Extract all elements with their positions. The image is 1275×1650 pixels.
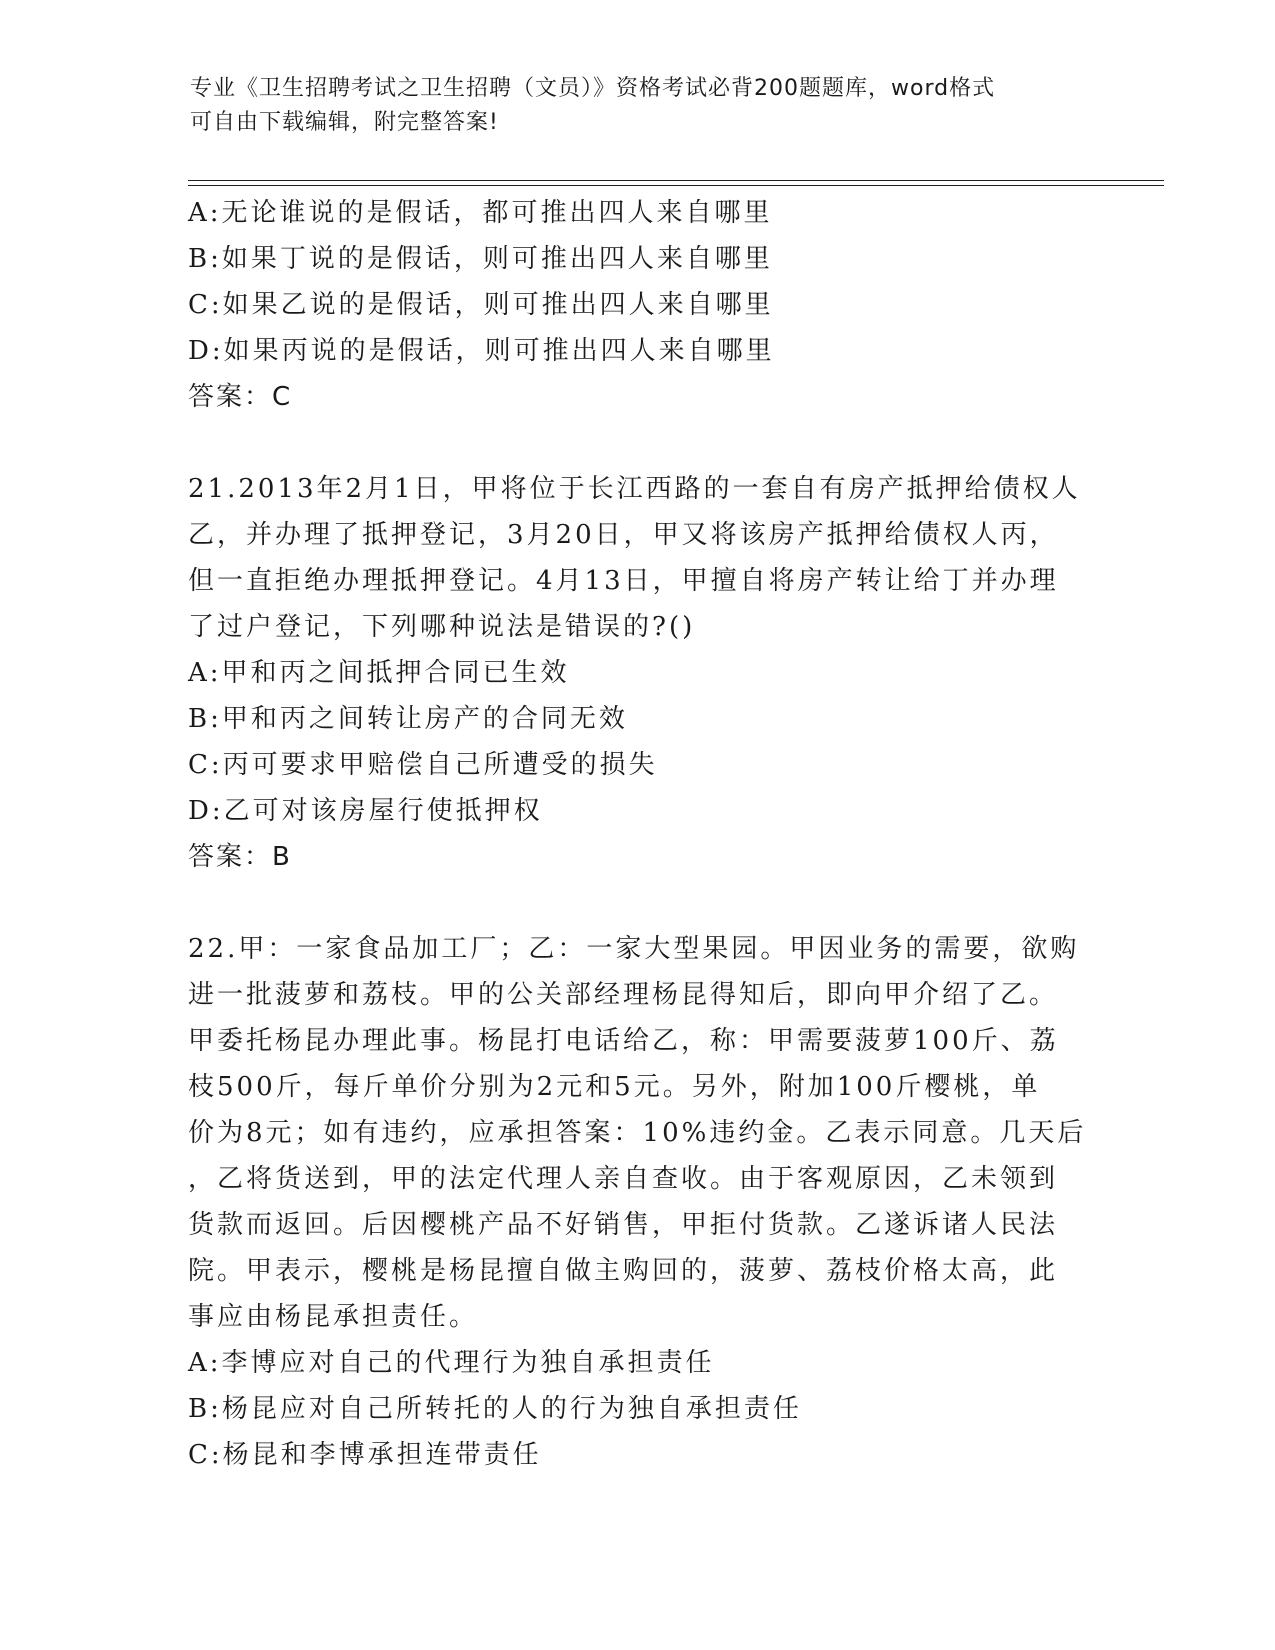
option-a: A:甲和丙之间抵押合同已生效 [188, 658, 570, 688]
question-stem-line: 价为8元；如有违约，应承担答案：10%违约金。乙表示同意。几天后 [188, 1118, 1087, 1148]
question-content [188, 190, 1088, 1478]
document-header [190, 72, 1090, 140]
option-c: C:丙可要求甲赔偿自己所遭受的损失 [188, 750, 658, 780]
question-stem-line: 了过户登记，下列哪种说法是错误的?() [188, 612, 696, 642]
question-stem-line: 院。甲表示，樱桃是杨昆擅自做主购回的，菠萝、荔枝价格太高，此 [188, 1256, 1059, 1286]
question-stem-line: 枝500斤，每斤单价分别为2元和5元。另外，附加100斤樱桃，单 [188, 1072, 1041, 1102]
option-b: B:杨昆应对自己所转托的人的行为独自承担责任 [188, 1394, 802, 1424]
question-stem-line: 22.甲：一家食品加工厂；乙：一家大型果园。甲因业务的需要，欲购 [188, 934, 1080, 964]
option-b: B:甲和丙之间转让房产的合同无效 [188, 704, 628, 734]
question-stem-line: 货款而返回。后因樱桃产品不好销售，甲拒付货款。乙遂诉诸人民法 [188, 1210, 1059, 1240]
question-21 [188, 466, 1088, 880]
question-stem-line: 甲委托杨昆办理此事。杨昆打电话给乙，称：甲需要菠萝100斤、荔 [188, 1026, 1059, 1056]
header-line-1: 专业《卫生招聘考试之卫生招聘（文员）》资格考试必背200题题库，word格式 [190, 76, 996, 101]
option-b: B:如果丁说的是假话，则可推出四人来自哪里 [188, 244, 773, 274]
spacer [188, 880, 1088, 926]
question-stem-line: 进一批菠萝和荔枝。甲的公关部经理杨昆得知后，即向甲介绍了乙。 [188, 980, 1059, 1010]
header-divider-bottom [188, 185, 1164, 186]
previous-question [188, 190, 1088, 420]
question-stem-line: 但一直拒绝办理抵押登记。4月13日，甲擅自将房产转让给丁并办理 [188, 566, 1059, 596]
question-stem-line: 事应由杨昆承担责任。 [188, 1302, 479, 1332]
header-line-2: 可自由下载编辑，附完整答案! [190, 110, 499, 135]
spacer [188, 420, 1088, 466]
answer-line: 答案：B [188, 842, 292, 872]
option-c: C:杨昆和李博承担连带责任 [188, 1440, 542, 1470]
question-stem-line: ，乙将货送到，甲的法定代理人亲自查收。由于客观原因，乙未领到 [188, 1164, 1059, 1194]
option-d: D:乙可对该房屋行使抵押权 [188, 796, 543, 826]
option-c: C:如果乙说的是假话，则可推出四人来自哪里 [188, 290, 774, 320]
question-stem-line: 乙，并办理了抵押登记，3月20日，甲又将该房产抵押给债权人丙， [188, 520, 1059, 550]
answer-line: 答案：C [188, 382, 293, 412]
option-a: A:李博应对自己的代理行为独自承担责任 [188, 1348, 715, 1378]
option-a: A:无论谁说的是假话，都可推出四人来自哪里 [188, 198, 773, 228]
option-d: D:如果丙说的是假话，则可推出四人来自哪里 [188, 336, 775, 366]
header-divider-top [188, 180, 1164, 181]
question-stem-line: 21.2013年2月1日，甲将位于长江西路的一套自有房产抵押给债权人 [188, 474, 1081, 504]
question-22 [188, 926, 1088, 1478]
